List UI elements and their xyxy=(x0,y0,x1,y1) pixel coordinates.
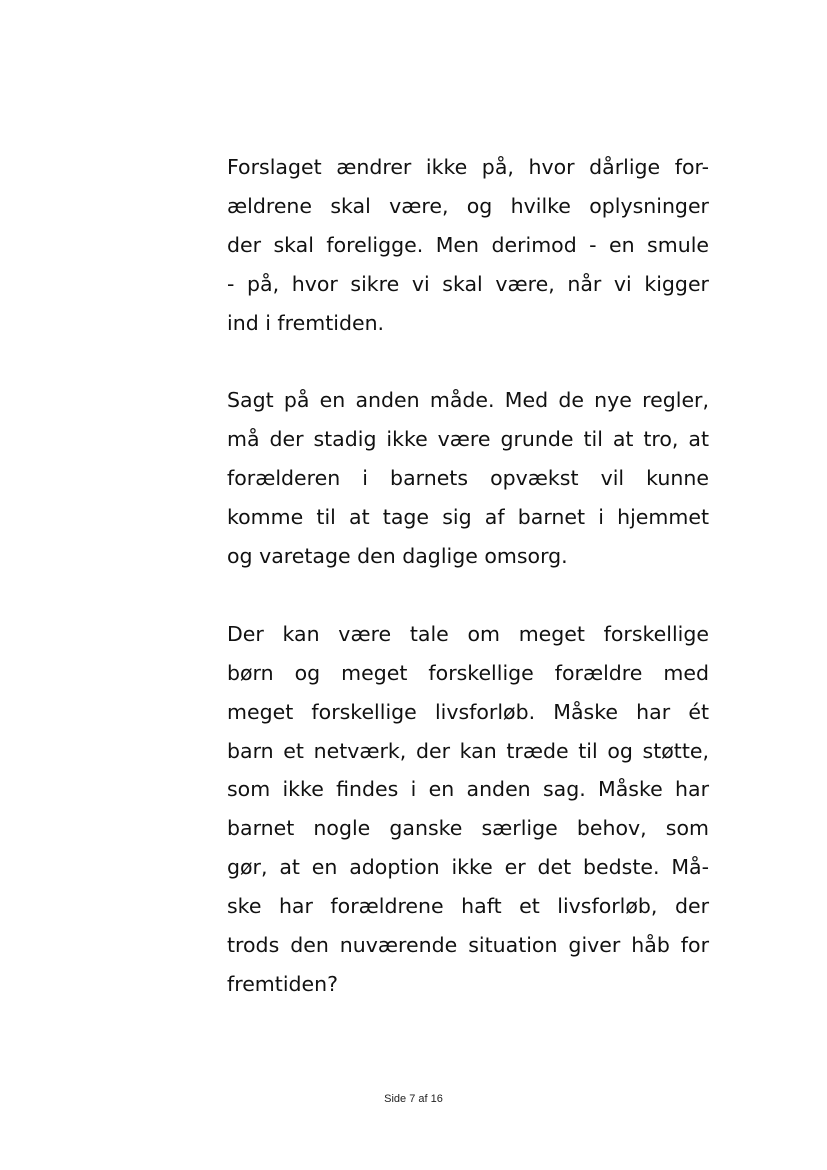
text-line: komme til at tage sig af barnet i hjemmet xyxy=(227,505,709,530)
page-number-footer: Side 7 af 16 xyxy=(384,1093,443,1105)
text-line: meget forskellige livsforløb. Måske har ét xyxy=(227,699,709,724)
text-line: - på, hvor sikre vi skal være, når vi kigger xyxy=(227,271,709,296)
paragraph-3 xyxy=(227,615,709,1004)
text-line: trods den nuværende situation giver håb for xyxy=(227,933,709,958)
text-line: gør, at en adoption ikke er det bedste. Må- xyxy=(227,855,709,880)
text-line: som ikke findes i en anden sag. Måske har xyxy=(227,777,709,802)
text-line: Sagt på en anden måde. Med de nye regler, xyxy=(227,388,709,413)
text-line: Der kan være tale om meget forskellige xyxy=(227,621,709,646)
text-line: der skal foreligge. Men derimod - en smule xyxy=(227,232,709,257)
paragraph-2 xyxy=(227,381,709,576)
body-text xyxy=(227,148,709,1004)
text-line: børn og meget forskellige forældre med xyxy=(227,660,709,685)
text-line: barnet nogle ganske særlige behov, som xyxy=(227,816,709,841)
paragraph-1 xyxy=(227,148,709,343)
text-line: forælderen i barnets opvækst vil kunne xyxy=(227,466,709,491)
text-line: og varetage den daglige omsorg. xyxy=(227,544,568,569)
text-line: Forslaget ændrer ikke på, hvor dårlige for- xyxy=(227,155,709,179)
text-line: må der stadig ikke være grunde til at tro, at xyxy=(227,427,709,452)
text-line: ind i fremtiden. xyxy=(227,310,385,335)
text-line: ældrene skal være, og hvilke oplysninger xyxy=(227,193,709,218)
text-line: fremtiden? xyxy=(227,972,339,996)
text-line: ske har forældrene haft et livsforløb, der xyxy=(227,894,709,919)
text-line: barn et netværk, der kan træde til og støtte, xyxy=(227,738,709,763)
